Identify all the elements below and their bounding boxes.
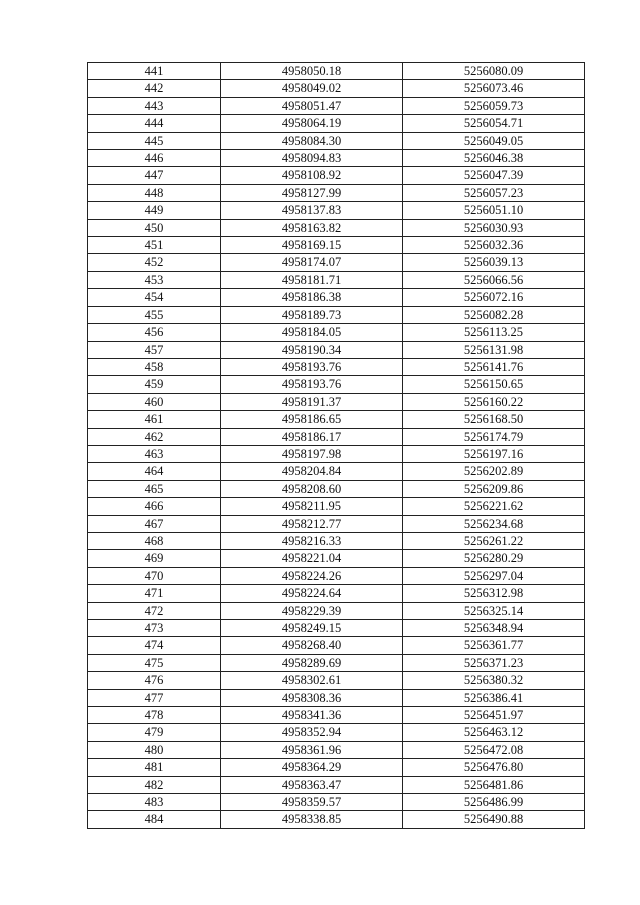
table-row	[88, 324, 585, 341]
x-coordinate-cell: 4958302.61	[221, 672, 403, 689]
point-number-cell: 456	[88, 324, 221, 341]
x-coordinate-cell: 4958338.85	[221, 811, 403, 828]
y-coordinate-cell: 5256481.86	[403, 776, 585, 793]
table-row	[88, 532, 585, 549]
point-number-cell: 449	[88, 202, 221, 219]
point-number-cell: 476	[88, 672, 221, 689]
table-row	[88, 341, 585, 358]
table-row	[88, 428, 585, 445]
x-coordinate-cell: 4958221.04	[221, 550, 403, 567]
point-number-cell: 450	[88, 219, 221, 236]
table-row	[88, 132, 585, 149]
y-coordinate-cell: 5256057.23	[403, 184, 585, 201]
x-coordinate-cell: 4958064.19	[221, 115, 403, 132]
table-row	[88, 358, 585, 375]
y-coordinate-cell: 5256049.05	[403, 132, 585, 149]
y-coordinate-cell: 5256361.77	[403, 637, 585, 654]
y-coordinate-cell: 5256059.73	[403, 97, 585, 114]
y-coordinate-cell: 5256113.25	[403, 324, 585, 341]
table-row	[88, 150, 585, 167]
table-row	[88, 237, 585, 254]
point-number-cell: 446	[88, 150, 221, 167]
y-coordinate-cell: 5256202.89	[403, 463, 585, 480]
x-coordinate-cell: 4958186.38	[221, 289, 403, 306]
x-coordinate-cell: 4958363.47	[221, 776, 403, 793]
x-coordinate-cell: 4958229.39	[221, 602, 403, 619]
y-coordinate-cell: 5256197.16	[403, 445, 585, 462]
table-row	[88, 376, 585, 393]
table-row	[88, 724, 585, 741]
x-coordinate-cell: 4958094.83	[221, 150, 403, 167]
table-row	[88, 80, 585, 97]
x-coordinate-cell: 4958193.76	[221, 358, 403, 375]
table-row	[88, 776, 585, 793]
table-row	[88, 498, 585, 515]
x-coordinate-cell: 4958050.18	[221, 63, 403, 80]
table-row	[88, 463, 585, 480]
y-coordinate-cell: 5256046.38	[403, 150, 585, 167]
y-coordinate-cell: 5256486.99	[403, 794, 585, 811]
y-coordinate-cell: 5256080.09	[403, 63, 585, 80]
point-number-cell: 467	[88, 515, 221, 532]
y-coordinate-cell: 5256047.39	[403, 167, 585, 184]
point-number-cell: 463	[88, 445, 221, 462]
point-number-cell: 458	[88, 358, 221, 375]
x-coordinate-cell: 4958308.36	[221, 689, 403, 706]
y-coordinate-cell: 5256073.46	[403, 80, 585, 97]
y-coordinate-cell: 5256490.88	[403, 811, 585, 828]
table-row	[88, 480, 585, 497]
y-coordinate-cell: 5256039.13	[403, 254, 585, 271]
y-coordinate-cell: 5256174.79	[403, 428, 585, 445]
table-row	[88, 811, 585, 828]
point-number-cell: 478	[88, 707, 221, 724]
y-coordinate-cell: 5256221.62	[403, 498, 585, 515]
y-coordinate-cell: 5256261.22	[403, 532, 585, 549]
table-row	[88, 97, 585, 114]
point-number-cell: 459	[88, 376, 221, 393]
point-number-cell: 477	[88, 689, 221, 706]
coordinates-table	[87, 62, 585, 829]
point-number-cell: 471	[88, 585, 221, 602]
x-coordinate-cell: 4958174.07	[221, 254, 403, 271]
x-coordinate-cell: 4958108.92	[221, 167, 403, 184]
y-coordinate-cell: 5256082.28	[403, 306, 585, 323]
x-coordinate-cell: 4958359.57	[221, 794, 403, 811]
x-coordinate-cell: 4958193.76	[221, 376, 403, 393]
table-row	[88, 689, 585, 706]
x-coordinate-cell: 4958364.29	[221, 759, 403, 776]
point-number-cell: 462	[88, 428, 221, 445]
y-coordinate-cell: 5256054.71	[403, 115, 585, 132]
point-number-cell: 470	[88, 567, 221, 584]
y-coordinate-cell: 5256371.23	[403, 654, 585, 671]
point-number-cell: 469	[88, 550, 221, 567]
x-coordinate-cell: 4958184.05	[221, 324, 403, 341]
x-coordinate-cell: 4958212.77	[221, 515, 403, 532]
y-coordinate-cell: 5256280.29	[403, 550, 585, 567]
x-coordinate-cell: 4958197.98	[221, 445, 403, 462]
y-coordinate-cell: 5256234.68	[403, 515, 585, 532]
x-coordinate-cell: 4958224.26	[221, 567, 403, 584]
table-row	[88, 254, 585, 271]
x-coordinate-cell: 4958211.95	[221, 498, 403, 515]
point-number-cell: 472	[88, 602, 221, 619]
table-row	[88, 741, 585, 758]
y-coordinate-cell: 5256476.80	[403, 759, 585, 776]
table-row	[88, 289, 585, 306]
point-number-cell: 483	[88, 794, 221, 811]
point-number-cell: 473	[88, 620, 221, 637]
y-coordinate-cell: 5256051.10	[403, 202, 585, 219]
table-row	[88, 620, 585, 637]
table-row	[88, 184, 585, 201]
x-coordinate-cell: 4958049.02	[221, 80, 403, 97]
table-row	[88, 445, 585, 462]
x-coordinate-cell: 4958137.83	[221, 202, 403, 219]
table-row	[88, 759, 585, 776]
point-number-cell: 457	[88, 341, 221, 358]
point-number-cell: 465	[88, 480, 221, 497]
point-number-cell: 451	[88, 237, 221, 254]
x-coordinate-cell: 4958208.60	[221, 480, 403, 497]
x-coordinate-cell: 4958216.33	[221, 532, 403, 549]
x-coordinate-cell: 4958224.64	[221, 585, 403, 602]
x-coordinate-cell: 4958186.65	[221, 411, 403, 428]
y-coordinate-cell: 5256348.94	[403, 620, 585, 637]
x-coordinate-cell: 4958361.96	[221, 741, 403, 758]
x-coordinate-cell: 4958268.40	[221, 637, 403, 654]
point-number-cell: 480	[88, 741, 221, 758]
coordinates-table-body	[88, 63, 585, 829]
x-coordinate-cell: 4958249.15	[221, 620, 403, 637]
point-number-cell: 454	[88, 289, 221, 306]
y-coordinate-cell: 5256066.56	[403, 271, 585, 288]
point-number-cell: 444	[88, 115, 221, 132]
y-coordinate-cell: 5256386.41	[403, 689, 585, 706]
x-coordinate-cell: 4958341.36	[221, 707, 403, 724]
point-number-cell: 448	[88, 184, 221, 201]
table-row	[88, 585, 585, 602]
y-coordinate-cell: 5256380.32	[403, 672, 585, 689]
y-coordinate-cell: 5256150.65	[403, 376, 585, 393]
table-row	[88, 637, 585, 654]
y-coordinate-cell: 5256297.04	[403, 567, 585, 584]
table-row	[88, 707, 585, 724]
point-number-cell: 484	[88, 811, 221, 828]
point-number-cell: 445	[88, 132, 221, 149]
table-row	[88, 550, 585, 567]
point-number-cell: 443	[88, 97, 221, 114]
x-coordinate-cell: 4958204.84	[221, 463, 403, 480]
point-number-cell: 441	[88, 63, 221, 80]
table-row	[88, 567, 585, 584]
y-coordinate-cell: 5256451.97	[403, 707, 585, 724]
x-coordinate-cell: 4958352.94	[221, 724, 403, 741]
x-coordinate-cell: 4958051.47	[221, 97, 403, 114]
point-number-cell: 461	[88, 411, 221, 428]
point-number-cell: 464	[88, 463, 221, 480]
y-coordinate-cell: 5256030.93	[403, 219, 585, 236]
point-number-cell: 475	[88, 654, 221, 671]
table-row	[88, 411, 585, 428]
x-coordinate-cell: 4958169.15	[221, 237, 403, 254]
y-coordinate-cell: 5256472.08	[403, 741, 585, 758]
point-number-cell: 474	[88, 637, 221, 654]
table-row	[88, 672, 585, 689]
table-row	[88, 794, 585, 811]
x-coordinate-cell: 4958127.99	[221, 184, 403, 201]
table-row	[88, 115, 585, 132]
table-row	[88, 202, 585, 219]
y-coordinate-cell: 5256312.98	[403, 585, 585, 602]
x-coordinate-cell: 4958186.17	[221, 428, 403, 445]
y-coordinate-cell: 5256209.86	[403, 480, 585, 497]
x-coordinate-cell: 4958084.30	[221, 132, 403, 149]
x-coordinate-cell: 4958289.69	[221, 654, 403, 671]
y-coordinate-cell: 5256072.16	[403, 289, 585, 306]
point-number-cell: 481	[88, 759, 221, 776]
y-coordinate-cell: 5256325.14	[403, 602, 585, 619]
table-row	[88, 219, 585, 236]
point-number-cell: 452	[88, 254, 221, 271]
x-coordinate-cell: 4958191.37	[221, 393, 403, 410]
table-row	[88, 167, 585, 184]
table-row	[88, 271, 585, 288]
point-number-cell: 468	[88, 532, 221, 549]
x-coordinate-cell: 4958190.34	[221, 341, 403, 358]
point-number-cell: 455	[88, 306, 221, 323]
y-coordinate-cell: 5256168.50	[403, 411, 585, 428]
point-number-cell: 466	[88, 498, 221, 515]
y-coordinate-cell: 5256131.98	[403, 341, 585, 358]
table-row	[88, 393, 585, 410]
point-number-cell: 460	[88, 393, 221, 410]
table-row	[88, 306, 585, 323]
point-number-cell: 482	[88, 776, 221, 793]
table-row	[88, 602, 585, 619]
x-coordinate-cell: 4958189.73	[221, 306, 403, 323]
point-number-cell: 447	[88, 167, 221, 184]
point-number-cell: 442	[88, 80, 221, 97]
y-coordinate-cell: 5256141.76	[403, 358, 585, 375]
y-coordinate-cell: 5256032.36	[403, 237, 585, 254]
point-number-cell: 479	[88, 724, 221, 741]
y-coordinate-cell: 5256463.12	[403, 724, 585, 741]
x-coordinate-cell: 4958181.71	[221, 271, 403, 288]
table-row	[88, 63, 585, 80]
x-coordinate-cell: 4958163.82	[221, 219, 403, 236]
y-coordinate-cell: 5256160.22	[403, 393, 585, 410]
table-row	[88, 515, 585, 532]
point-number-cell: 453	[88, 271, 221, 288]
table-row	[88, 654, 585, 671]
